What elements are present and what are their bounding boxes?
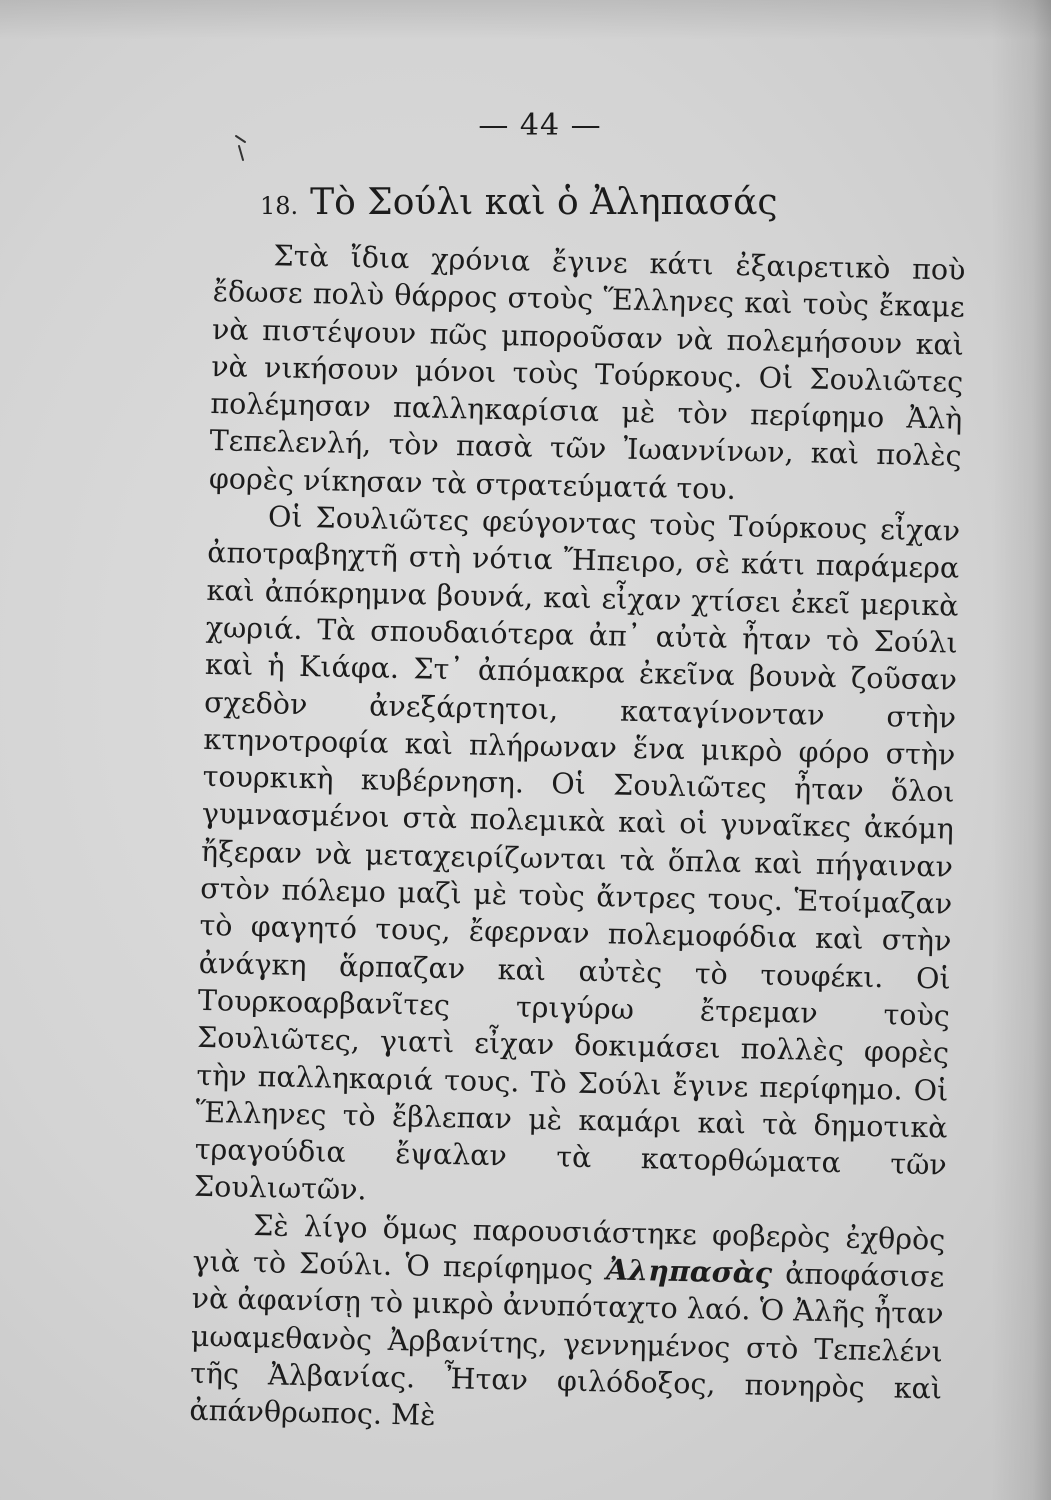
- name-alipasas: Ἀληπασὰς: [605, 1252, 773, 1290]
- chapter-title: Τὸ Σούλι καὶ ὁ Ἀληπασάς: [310, 182, 778, 223]
- page-top-shadow: [0, 0, 1051, 40]
- chapter-number: 18.: [260, 192, 299, 220]
- paragraph-3-end: ἀποφάσισε νὰ ἀφανίσῃ τὸ μικρὸ ἀνυπόταχτο λαό. Ὁ Ἀλῆς ἦταν μωαμεθανὸς Ἀρβανίτης, γεννημένος στὸ Τεπελένι τῆς Ἀλβανίας. Ἦταν φιλόδοξος, πονηρὸς καὶ ἀπάνθρωπος. Μὲ: [189, 1256, 945, 1433]
- chapter-heading: [260, 182, 778, 223]
- page-edge-shadow: [991, 0, 1051, 1500]
- body-text: [189, 236, 966, 1445]
- paragraph-1: Στὰ ἴδια χρόνια ἔγινε κάτι ἐξαιρετικὸ ποὺ ἔδωσε πολὺ θάρρος στοὺς Ἕλληνες καὶ τοὺς ἔκαμε νὰ πιστέψουν πῶς μποροῦσαν νὰ πολεμήσουν καὶ νὰ νικήσουν μόνοι τοὺς Τούρκους. Οἱ Σουλιῶτες πολέμησαν παλληκαρίσια μὲ τὸν περίφημο Ἀλὴ Τεπελενλή, τὸν πασὰ τῶν Ἰωαννίνων, καὶ πολὲς φορὲς νίκησαν τὰ στρατεύματά του.: [208, 239, 966, 506]
- paragraph-3: [189, 1206, 946, 1445]
- page-number: — 44 —: [478, 108, 602, 143]
- paragraph-3-start: Σὲ λίγο ὅμως παρουσιάστηκε φοβερὸς ἐχθρὸς γιὰ τὸ Σούλι. Ὁ περίφημος: [192, 1208, 946, 1287]
- pencil-mark-icon: [232, 134, 248, 166]
- paragraph-2: Οἱ Σουλιῶτες φεύγοντας τοὺς Τούρκους εἶχαν ἀποτραβηχτῆ στὴ νότια Ἤπειρο, σὲ κάτι παράμερα καὶ ἀπόκρημνα βουνά, καὶ εἶχαν χτίσει ἐκεῖ μερικὰ χωριά. Τὰ σπουδαιότερα ἀπ᾿ αὐτὰ ἦταν τὸ Σούλι καὶ ἡ Κιάφα. Στ᾿ ἀπόμακρα ἐκεῖνα βουνὰ ζοῦσαν σχεδὸν ἀνεξάρτητοι, καταγίνονταν στὴν κτηνοτροφία καὶ πλήρωναν ἕνα μικρὸ φόρο στὴν τουρκικὴ κυβέρνηση. Οἱ Σουλιῶτες ἦταν ὅλοι γυμνασμένοι στὰ πολεμικὰ καὶ οἱ γυναῖκες ἀκόμη ἤξεραν νὰ μεταχειρίζωνται τὰ ὅπλα καὶ πήγαιναν στὸν πόλεμο μαζὶ μὲ τοὺς ἄντρες τους. Ἑτοίμαζαν τὸ φαγητό τους, ἔφερναν πολεμοφόδια καὶ στὴν ἀνάγκη ἅρπαζαν καὶ αὐτὲς τὸ τουφέκι. Οἱ Τουρκοαρβανῖτες τριγύρω ἔτρεμαν τοὺς Σουλιῶτες, γιατὶ εἶχαν δοκιμάσει πολλὲς φορὲς τὴν παλληκαριά τους. Τὸ Σούλι ἔγινε περίφημο. Οἱ Ἕλληνες τὸ ἔβλεπαν μὲ καμάρι καὶ τὰ δημοτικὰ τραγούδια ἔψαλαν τὰ κατορθώματα τῶν Σουλιωτῶν.: [193, 500, 961, 1207]
